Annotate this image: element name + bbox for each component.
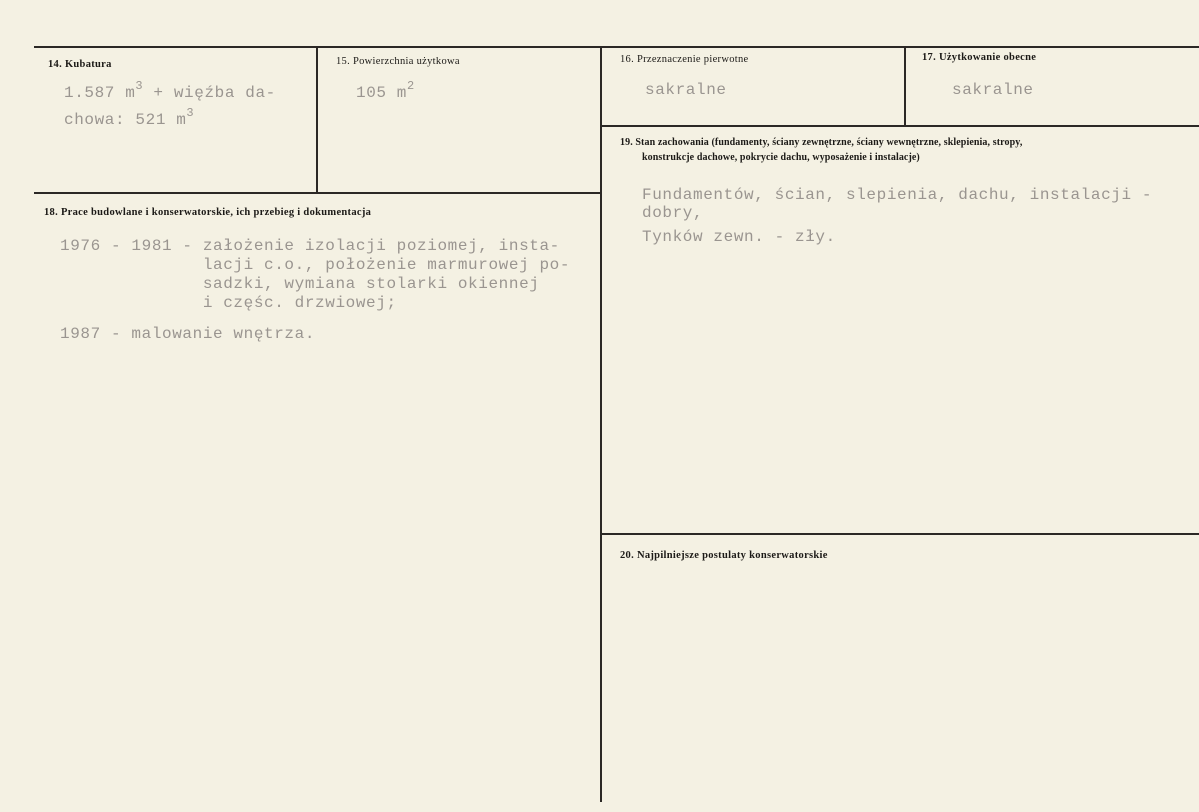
field-15-label: 15. Powierzchnia użytkowa bbox=[336, 56, 460, 67]
field-15-value bbox=[356, 78, 415, 103]
divider-center bbox=[600, 46, 602, 802]
field-14-text-a: 1.587 m bbox=[64, 84, 136, 102]
field-17-value: sakralne bbox=[952, 81, 1034, 99]
field-14-label: 14. Kubatura bbox=[48, 59, 112, 70]
field-19-label-line1: 19. Stan zachowania (fundamenty, ściany zewnętrzne, ściany wewnętrzne, sklepienia, stropy, bbox=[620, 137, 1023, 148]
rule-under-19 bbox=[602, 533, 1199, 535]
field-15-sup: 2 bbox=[407, 78, 415, 93]
rule-under-14-15 bbox=[34, 192, 602, 194]
field-14-sup-a: 3 bbox=[135, 78, 144, 93]
field-14-text-b: + więźba da- bbox=[143, 84, 276, 102]
field-19-line-2: dobry, bbox=[642, 204, 704, 222]
field-16-value: sakralne bbox=[645, 81, 727, 99]
field-18-line-3: sadzki, wymiana stolarki okiennej bbox=[60, 275, 540, 293]
field-14-text-c: chowa: 521 m bbox=[64, 111, 187, 129]
divider-16-17 bbox=[904, 46, 906, 125]
field-14-value-line1 bbox=[64, 78, 276, 103]
field-18-line-2: lacji c.o., położenie marmurowej po- bbox=[60, 256, 571, 274]
field-20-label: 20. Najpilniejsze postulaty konserwatorskie bbox=[620, 550, 828, 561]
field-16-label: 16. Przeznaczenie pierwotne bbox=[620, 54, 749, 65]
rule-under-16-17 bbox=[602, 125, 1199, 127]
field-18-line-1: 1976 - 1981 - założenie izolacji poziomej, insta- bbox=[60, 237, 560, 255]
field-17-label: 17. Użytkowanie obecne bbox=[922, 52, 1037, 63]
field-18-line-4: i częśc. drzwiowej; bbox=[60, 294, 397, 312]
field-19-line-1: Fundamentów, ścian, slepienia, dachu, instalacji - bbox=[642, 186, 1153, 204]
divider-14-15 bbox=[316, 46, 318, 192]
field-19-label-line2: konstrukcje dachowe, pokrycie dachu, wyposażenie i instalacje) bbox=[642, 152, 920, 163]
field-14-sup-b: 3 bbox=[186, 105, 195, 120]
field-14-value-line2 bbox=[64, 105, 195, 130]
top-rule bbox=[34, 46, 1199, 48]
field-15-text: 105 m bbox=[356, 84, 408, 102]
field-18-line-5: 1987 - malowanie wnętrza. bbox=[60, 325, 316, 343]
field-18-label: 18. Prace budowlane i konserwatorskie, ich przebieg i dokumentacja bbox=[44, 207, 372, 218]
field-19-line-3: Tynków zewn. - zły. bbox=[642, 228, 836, 246]
